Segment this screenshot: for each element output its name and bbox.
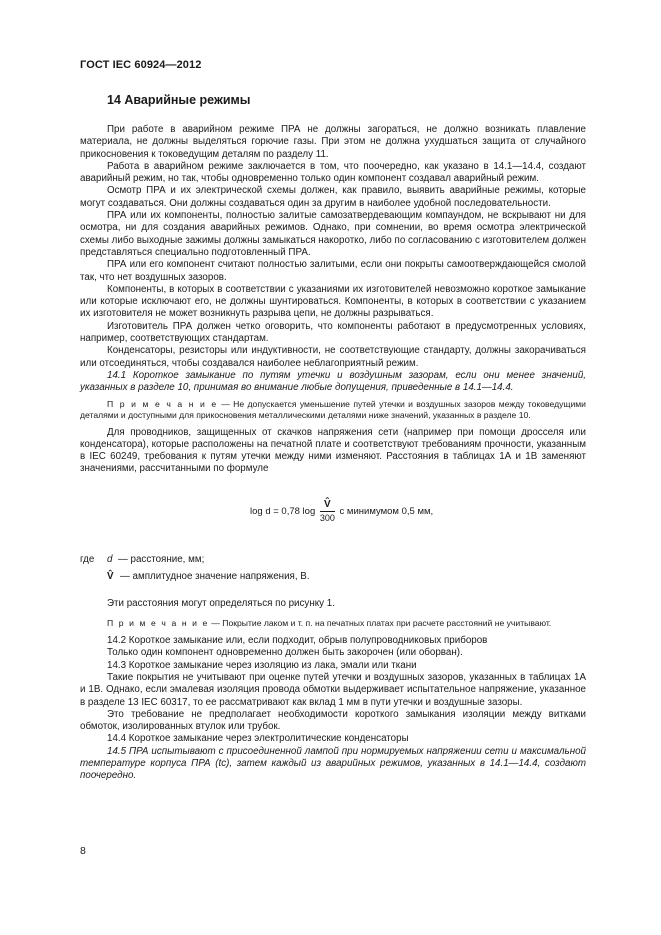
subsection-14-2: 14.2 Короткое замыкание или, если подходит, обрыв полупроводниковых приборов [107,635,488,647]
definition-v: — амплитудное значение напряжения, В. [120,570,310,582]
note-text: — Покрытие лаком и т. п. на печатных платах при расчете расстояний не учитывают. [208,618,552,629]
paragraph: Эти расстояния могут определяться по рисунку 1. [107,597,335,609]
where-word: где [80,553,95,565]
note-1 [80,399,586,421]
paragraph: Изготовитель ПРА должен четко оговорить, что компоненты работают в предусмотренных условиях, например, соответствующих стандартам. [80,320,586,345]
symbol-v: V̂ [107,570,114,582]
paragraph: Для проводников, защищенных от скачков напряжения сети (например при помощи дросселя или конденсатора), которые расположены на печатной плате и соответствуют требованиям прочности, указанным в IEC 60249, требования к путям утечки между ними изменяют. Расстояния в таблицах 1А и 1В заменяют значениями, рассчитанными по формуле [80,426,586,475]
formula-left: log d = 0,78 log [250,505,316,517]
where-block [80,554,586,588]
formula-denominator: 300 [319,512,335,523]
page-number: 8 [80,845,86,857]
subsection-14-5: 14.5 ПРА испытывают с присоединенной лампой при нормируемых напряжении сети и максимальной температуре корпуса ПРА (tc), затем каждый из аварийных режимов, указанных в 14.1—14.4, создают поочередно. [80,745,586,782]
body-text [80,124,586,783]
paragraph: Компоненты, в которых в соответствии с указаниями их изготовителей невозможно короткое замыкание или которые исключают его, не должны шунтироваться. Компоненты, в которых в соответствии с указанием их изготовителя не может возникнуть разрыва цепи, не должны разрываться. [80,283,586,320]
where-row-d [80,554,586,571]
formula-numerator: V̂ [320,499,335,512]
definition-d: — расстояние, мм; [118,553,205,565]
symbol-d: d [107,553,113,565]
paragraph: Такие покрытия не учитывают при оценке путей утечки и воздушных зазоров, указанных в таблицах 1А и 1В. Однако, если эмалевая изоляция провода обмотки выдерживает испытательное напряжение, указанное в разделе 13 IEC 60317, то ее рассматривают как вклад 1 мм в пути утечки и воздушные зазоры. [80,671,586,708]
paragraph: ПРА или их компоненты, полностью залитые самозатвердевающим компаундом, не вскрывают ни для осмотра, ни для создания аварийных режимов. Однако, при сомнении, во время осмотра электрической схемы либо выходные зажимы должны замыкаться накоротко, либо по согласованию с изготовителем должен представляться специально подготовленный ПРА. [80,210,586,258]
note-text: — Не допускается уменьшение путей утечки и воздушных зазоров между токоведущими деталями и доступными для прикосновения металлическими деталями ниже значений, указанных в разделе 10. [80,398,586,420]
note-label: П р и м е ч а н и е [107,398,218,409]
formula-expression [250,499,433,524]
where-row-v [80,571,586,588]
paragraph: ПРА или его компонент считают полностью залитыми, если они покрыты самоотверждающейся смолой так, что нет воздушных зазоров. [80,259,586,283]
document-header: ГОСТ IEC 60924—2012 [80,59,202,71]
formula-fraction [320,499,335,524]
section-title: 14 Аварийные режимы [107,93,251,107]
paragraph: Осмотр ПРА и их электрической схемы должен, как правило, выявить аварийные режимы, которые могут создаваться. Они должны создаваться один за другим в наиболее удобной последовательности. [80,185,586,209]
subsection-14-4: 14.4 Короткое замыкание через электролитические конденсаторы [107,733,409,745]
note-2 [80,618,586,629]
formula [80,482,586,540]
note-label: П р и м е ч а н и е [107,618,209,629]
paragraph: Только один компонент одновременно должен быть закорочен (или оборван). [107,647,463,659]
paragraph: Работа в аварийном режиме заключается в том, что поочередно, как указано в 14.1—14.4, создают аварийный режим, но так, чтобы одновременно только один компонент создавал аварийный режим. [80,160,586,185]
formula-right: с минимумом 0,5 мм, [339,505,434,517]
paragraph: Это требование не предполагает необходимости короткого замыкания изоляции между витками обмоток, изолированных втулок или трубок. [80,708,586,733]
paragraph: При работе в аварийном режиме ПРА не должны загораться, не должно возникать плавление материала, не должны выделяться горючие газы. При этом не должна ухудшаться защита от случайного прикосновения к токоведущим деталям по разделу 11. [80,124,586,160]
subsection-14-1: 14.1 Короткое замыкание по путям утечки и воздушным зазорам, если они менее значений, указанных в разделе 10, принимая во внимание любые допущения, приведенные в 14.1—14.4. [80,369,586,394]
subsection-14-3: 14.3 Короткое замыкание через изоляцию из лака, эмали или ткани [107,659,417,671]
paragraph: Конденсаторы, резисторы или индуктивности, не соответствующие стандарту, должны закорачиваться или отсоединяться, чтобы создавался наиболее неблагоприятный режим. [80,345,586,369]
